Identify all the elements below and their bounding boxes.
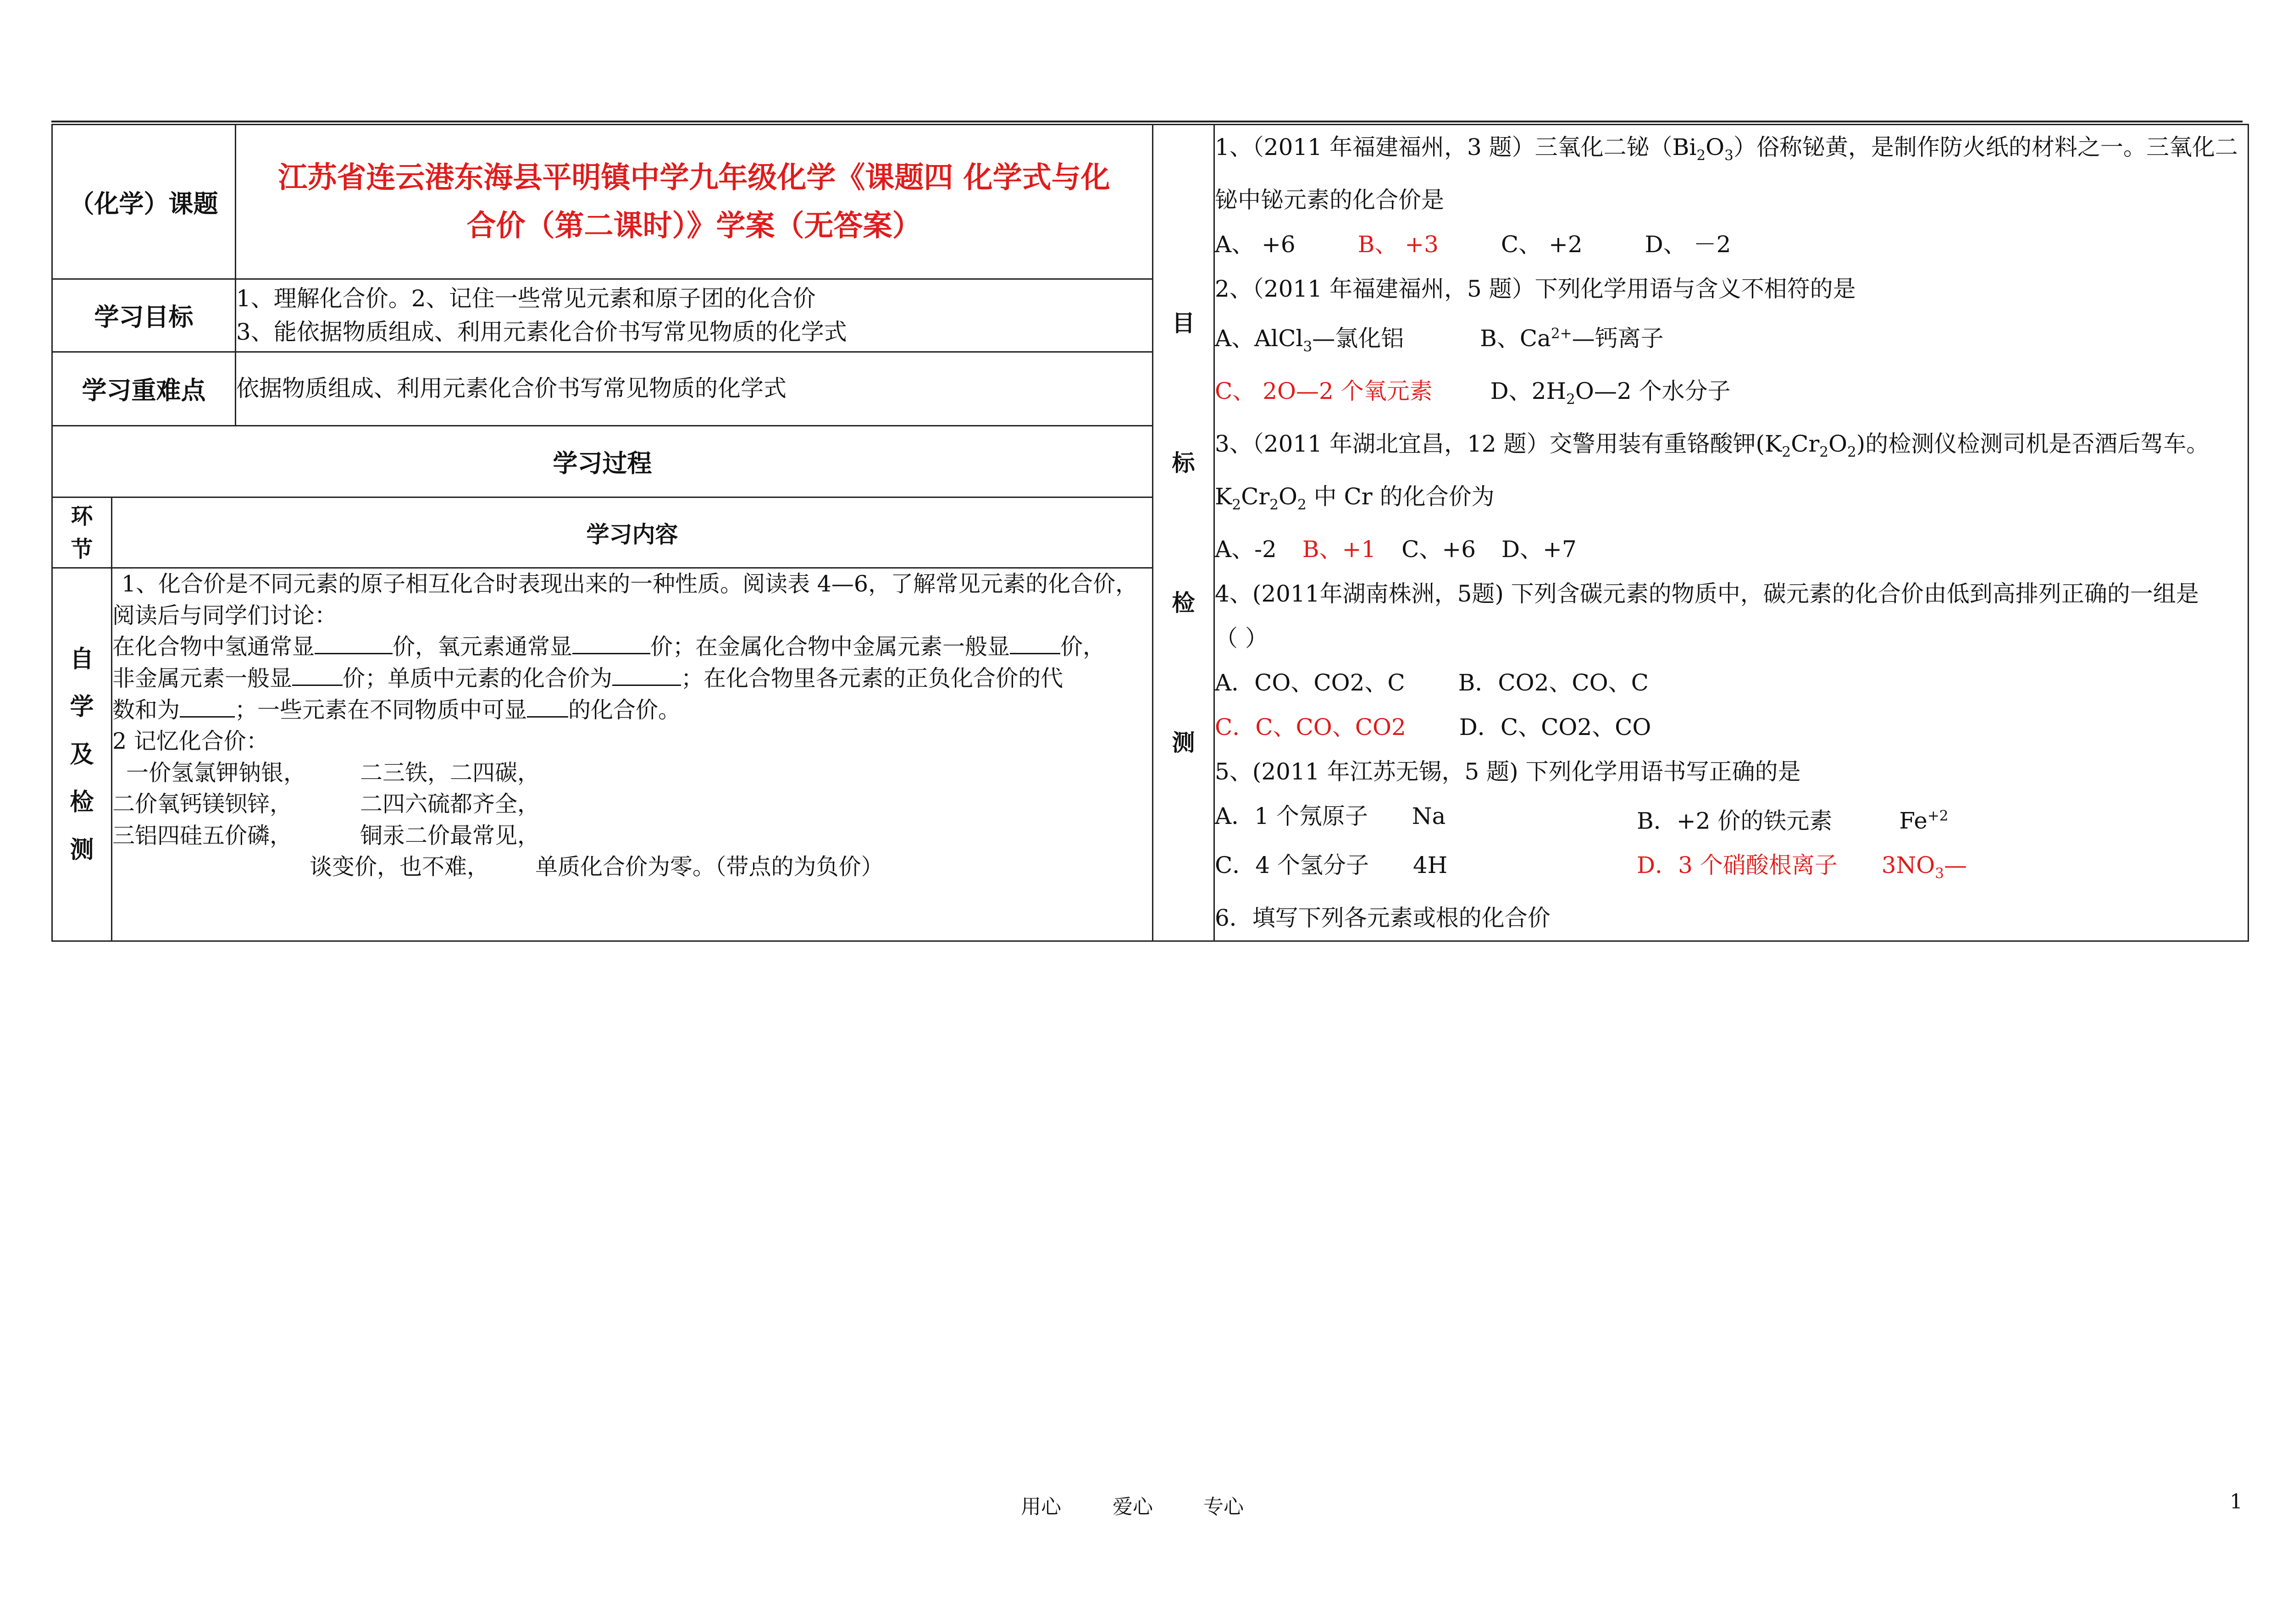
process-label: 学习过程 <box>52 425 1153 497</box>
self-study-stage-label <box>52 568 112 941</box>
stage-char: 检 <box>1172 589 1195 617</box>
top-rule <box>51 121 2243 122</box>
blank-variable[interactable] <box>527 696 568 718</box>
stage-header-char: 环 <box>71 503 93 529</box>
evaluation-content <box>1214 125 2249 941</box>
q2-options-ab <box>1215 311 2248 369</box>
rhyme-line: 二四六硫都齐全， <box>360 791 540 818</box>
q4-line-1: 4、(2011年湖南株洲，5题) 下列含碳元素的物质中，碳元素的化合价由低到高排列正确的一组是 <box>1215 580 2199 607</box>
q5-options-ab <box>1215 794 2248 844</box>
footer-motto-1: 用心 <box>1021 1495 1061 1519</box>
q6-line: 6．填写下列各元素或根的化合价 <box>1215 905 1551 932</box>
q4-option-a: A．CO、CO2、C <box>1215 669 1405 696</box>
page-title <box>236 125 1153 279</box>
title-line-1: 江苏省连云港东海县平明镇中学九年级化学《课题四 化学式与化 <box>278 160 1110 195</box>
q5-option-a-value: Na <box>1412 802 1446 829</box>
rhyme-line: 三铝四硅五价磷， <box>112 822 293 849</box>
q1-line-1: 1、（2011 年福建福州，3 题）三氧化二铋$(Bi_2O_3)$俗称铋黄，是制作防火纸的材料之一。三氧化二 <box>1215 134 2238 164</box>
para-4: 非金属元素一般显 价；单质中元素的化合价为 ；在化合物里各元素的正负化合价的代 <box>112 665 1063 691</box>
q5-option-c-value: 4H <box>1412 852 1448 879</box>
footer-motto-3: 专心 <box>1203 1495 1244 1519</box>
valence-rhyme <box>112 757 1152 852</box>
blank-element[interactable] <box>612 664 681 686</box>
q3-option-c: C、+6 <box>1401 536 1476 563</box>
rhyme-line: 一价氢氯钾钠银， <box>126 759 306 786</box>
q5-option-c-label: C．4 个氢分子 <box>1215 852 1369 879</box>
evaluation-stage-label <box>1153 125 1214 941</box>
q2-option-d: D、$2H_2O—2$ 个水分子 <box>1490 377 1731 408</box>
title-line-2: 合价（第二课时）》学案（无答案） <box>466 209 922 243</box>
objectives-content <box>236 279 1153 352</box>
q3-line-2: $K_2Cr_2O_2$ 中 Cr 的化合价为 <box>1215 483 1495 513</box>
stage-char: 学 <box>70 692 94 721</box>
rhyme-line: 二价氧钙镁钡锌， <box>112 791 293 818</box>
para-3: 在化合物中氢通常显 价，氧元素通常显 价；在金属化合物中金属元素一般显 价， <box>112 634 1106 660</box>
stage-char: 测 <box>1172 729 1195 757</box>
objective-line-1: 1、理解化合价。2、记住一些常见元素和原子团的化合价 <box>236 285 816 312</box>
q1-option-b: B、 +3 <box>1357 231 1439 258</box>
stage-char: 自 <box>70 645 94 673</box>
footer-motto-2: 爱心 <box>1113 1495 1153 1519</box>
q5-option-d-label: D．3 个硝酸根离子 <box>1637 852 1838 879</box>
blank-sum[interactable] <box>180 696 235 718</box>
blank-hydrogen[interactable] <box>315 633 393 654</box>
stage-char: 标 <box>1172 449 1195 477</box>
para-2: 阅读后与同学们讨论： <box>112 602 338 629</box>
q4-option-d: D．C、CO2、CO <box>1459 713 1651 740</box>
subject-label: （化学）课题 <box>52 125 236 279</box>
q2-options-cd <box>1215 369 2248 422</box>
rhyme-last-line: 谈变价，也不难， 单质化合价为零。（带点的为负价） <box>310 854 884 880</box>
worksheet-table <box>51 124 2249 942</box>
stage-char: 目 <box>1172 309 1195 337</box>
q1-option-d: D、 －2 <box>1645 231 1731 258</box>
q5-option-a-label: A．1 个氖原子 <box>1215 802 1368 829</box>
q4-line-2: （ ） <box>1215 624 1268 652</box>
q5-option-d-value: $3NO_3—$ <box>1881 852 1967 882</box>
difficulty-content: 依据物质组成、利用元素化合价书写常见物质的化学式 <box>236 352 1153 425</box>
q5-option-b-value: $Fe^{+2}$ <box>1899 807 1949 834</box>
objectives-label: 学习目标 <box>52 279 236 352</box>
rhyme-line: 二三铁，二四碳， <box>360 759 540 786</box>
stage-char: 测 <box>70 835 94 864</box>
stage-header-char: 节 <box>71 536 93 562</box>
content-column-header: 学习内容 <box>112 497 1153 568</box>
q5-options-cd <box>1215 843 2248 896</box>
blank-oxygen[interactable] <box>572 633 650 654</box>
q4-option-b: B．CO2、CO、C <box>1458 669 1649 696</box>
stage-column-header <box>52 497 112 568</box>
q2-option-b: B、$Ca^{2+}—$钙离子 <box>1480 325 1664 352</box>
q3-line-1: 3、（2011 年湖北宜昌，12 题）交警用装有重铬酸钾$(K_2Cr_2O_2)$的检测仪检测司机是否酒后驾车。 <box>1215 430 2210 460</box>
q3-option-a: A、-2 <box>1215 536 1277 563</box>
stage-char: 检 <box>70 788 94 816</box>
q2-option-a: A、AlCl$_3$—氯化铝 <box>1215 325 1404 355</box>
blank-nonmetal[interactable] <box>292 664 343 686</box>
q5-option-b-label: B．+2 价的铁元素 <box>1637 807 1833 834</box>
self-study-content <box>112 568 1153 941</box>
q1-options <box>1215 222 2248 267</box>
difficulty-label: 学习重难点 <box>52 352 236 425</box>
q4-options-cd <box>1215 705 2248 750</box>
q3-option-b: B、+1 <box>1302 536 1376 563</box>
page-number: 1 <box>2230 1490 2243 1514</box>
q3-option-d: D、+7 <box>1501 536 1577 563</box>
q1-line-2: 铋中铋元素的化合价是 <box>1215 187 1444 213</box>
para-1: 1、化合价是不同元素的原子相互化合时表现出来的一种性质。阅读表 4—6，了解常见元素的化合价， <box>122 571 1138 597</box>
para-5: 数和为 ；一些元素在不同物质中可显 的化合价。 <box>112 696 681 723</box>
q3-options <box>1215 527 2248 572</box>
blank-metal[interactable] <box>1010 633 1060 654</box>
stage-char: 及 <box>70 740 94 768</box>
q1-option-a: A、 +6 <box>1215 231 1296 258</box>
q4-option-c: C．C、CO、CO2 <box>1215 713 1406 740</box>
q5-line-1: 5、(2011 年江苏无锡，5 题) 下列化学用语书写正确的是 <box>1215 758 1801 785</box>
objective-line-2: 3、能依据物质组成、利用元素化合价书写常见物质的化学式 <box>236 318 847 345</box>
q2-option-c: C、 2O—2 个氧元素 <box>1215 377 1433 404</box>
para-6: 2 记忆化合价： <box>112 728 269 755</box>
q1-option-c: C、 +2 <box>1501 231 1583 258</box>
rhyme-line: 铜汞二价最常见， <box>360 822 540 849</box>
q4-options-ab <box>1215 661 2248 705</box>
q2-line-1: 2、（2011 年福建福州，5 题）下列化学用语与含义不相符的是 <box>1215 276 1856 302</box>
